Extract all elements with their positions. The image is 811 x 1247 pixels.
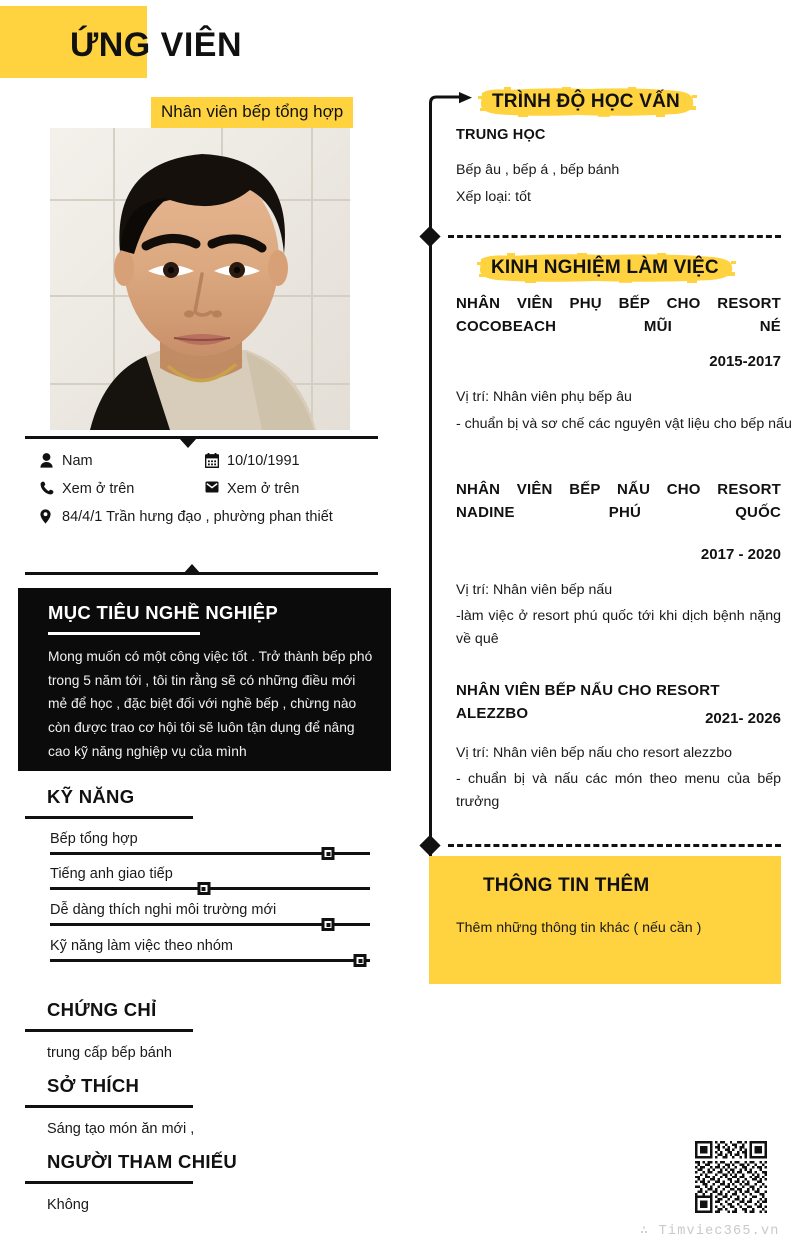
contact-email-value: Xem ở trên [227,481,300,498]
experience-position: Vị trí: Nhân viên phụ bếp âu [456,389,632,405]
phone-icon [40,480,62,495]
person-icon [40,452,62,468]
timeline-segment-education [429,106,432,238]
contact-address-value: 84/4/1 Trần hưng đạo , phường phan thiết [62,509,333,526]
job-title-chip: Nhân viên bếp tổng hợp [151,97,353,128]
certificates-section [25,999,385,1065]
extra-info-body: Thêm những thông tin khác ( nếu cần ) [456,920,702,936]
contact-row [40,480,385,499]
experience-title-wrap [477,253,733,283]
contact-email [205,480,385,499]
envelope-icon [205,480,227,493]
hobbies-section [25,1075,385,1141]
certificates-title: CHỨNG CHỈ [47,999,157,1020]
skill-label: Bếp tổng hợp [50,831,138,847]
skill-slider-knob[interactable] [197,882,210,895]
location-pin-icon [40,508,62,524]
experience-company: NHÂN VIÊN BẾP NẤU CHO RESORT ALEZZBO [456,682,720,723]
section-dashed-divider [448,235,781,238]
references-rule [25,1181,193,1184]
timeline-segment-experience [429,244,432,856]
career-objective-body: Mong muốn có một công việc tốt . Trở thành bếp phó trong 5 năm tới , tôi tin rằng sẽ có những điều mới mẻ để học , đặc biệt đối với nghề bếp , chừng nào còn được trao cơ hội tôi sẽ luôn tận dụng để nâng cao kỹ năng nghiệp vụ của mình [48,649,373,759]
contact-phone-value: Xem ở trên [62,481,135,498]
brand-watermark: ∴ Timviec365.vn [640,1224,780,1239]
contact-dob [205,452,385,471]
contact-divider-top [25,436,378,439]
experience-position: Vị trí: Nhân viên bếp nấu [456,582,613,598]
experience-position: Vị trí: Nhân viên bếp nấu cho resort alezzbo [456,745,733,761]
education-grade: Xếp loại: tốt [456,189,531,205]
skills-title: KỸ NĂNG [47,786,135,807]
hobbies-rule [25,1105,193,1108]
hobbies-title: SỞ THÍCH [47,1075,140,1096]
skill-item [50,866,372,890]
certificates-body: trung cấp bếp bánh [47,1045,172,1061]
contact-row [40,452,385,471]
skill-slider-knob[interactable] [322,918,335,931]
skill-slider[interactable] [50,959,370,962]
triangle-down-marker [179,438,197,448]
qr-code-icon[interactable] [695,1141,767,1213]
contact-divider-bottom [25,572,378,575]
career-objective-rule [48,632,200,635]
experience-duty: - chuẩn bị và nấu các món theo menu của bếp trưởng [456,771,781,810]
experience-period: 2015-2017 [709,353,781,370]
experience-title: KINH NGHIỆM LÀM VIỆC [491,257,719,278]
skill-slider[interactable] [50,923,370,926]
page-title: ỨNG VIÊN [70,26,243,64]
skill-label: Dễ dàng thích nghi môi trường mới [50,902,277,918]
experience-period: 2017 - 2020 [700,546,781,563]
career-objective-section [18,588,391,771]
contact-phone [40,480,205,499]
skill-item [50,938,372,962]
timeline-arrow-education [429,92,477,114]
candidate-photo [50,128,350,430]
experience-duty: - chuẩn bị và sơ chế các nguyên vật liệu cho bếp nấu [456,416,792,432]
skill-slider[interactable] [50,887,370,890]
education-school: TRUNG HỌC [456,127,546,143]
skill-item [50,831,372,855]
skill-slider[interactable] [50,852,370,855]
section-dashed-divider [448,844,781,847]
education-title: TRÌNH ĐỘ HỌC VẤN [492,91,680,112]
contact-address [40,508,385,527]
experience-period: 2021- 2026 [705,710,781,727]
career-objective-title: MỤC TIÊU NGHỀ NGHIỆP [48,602,279,623]
contact-row [40,508,385,527]
extra-info-title: THÔNG TIN THÊM [483,875,650,896]
experience-duty: -làm việc ở resort phú quốc tới khi dịch bệnh nặng về quê [456,608,781,647]
references-title: NGƯỜI THAM CHIẾU [47,1151,238,1172]
references-body: Không [47,1197,89,1213]
skill-label: Kỹ năng làm việc theo nhóm [50,938,233,954]
calendar-icon [205,452,227,468]
skills-rule [25,816,193,819]
experience-company: NHÂN VIÊN BẾP NẤU CHO RESORT NADINE PHÚ QUỐC [456,481,781,522]
skills-section-header [25,786,385,819]
hobbies-body: Sáng tạo món ăn mới , [47,1121,195,1137]
contact-gender-value: Nam [62,453,93,469]
skill-slider-knob[interactable] [322,847,335,860]
skill-slider-knob[interactable] [354,954,367,967]
references-section [25,1151,385,1217]
education-major: Bếp âu , bếp á , bếp bánh [456,162,620,178]
contact-gender [40,452,205,471]
contact-details [40,452,385,536]
education-title-wrap [478,87,694,117]
skill-item [50,902,372,926]
certificates-rule [25,1029,193,1032]
experience-company: NHÂN VIÊN PHỤ BẾP CHO RESORT COCOBEACH MŨI NÉ [456,295,781,336]
contact-dob-value: 10/10/1991 [227,453,300,469]
skill-label: Tiếng anh giao tiếp [50,866,173,882]
portrait-illustration [50,128,350,430]
